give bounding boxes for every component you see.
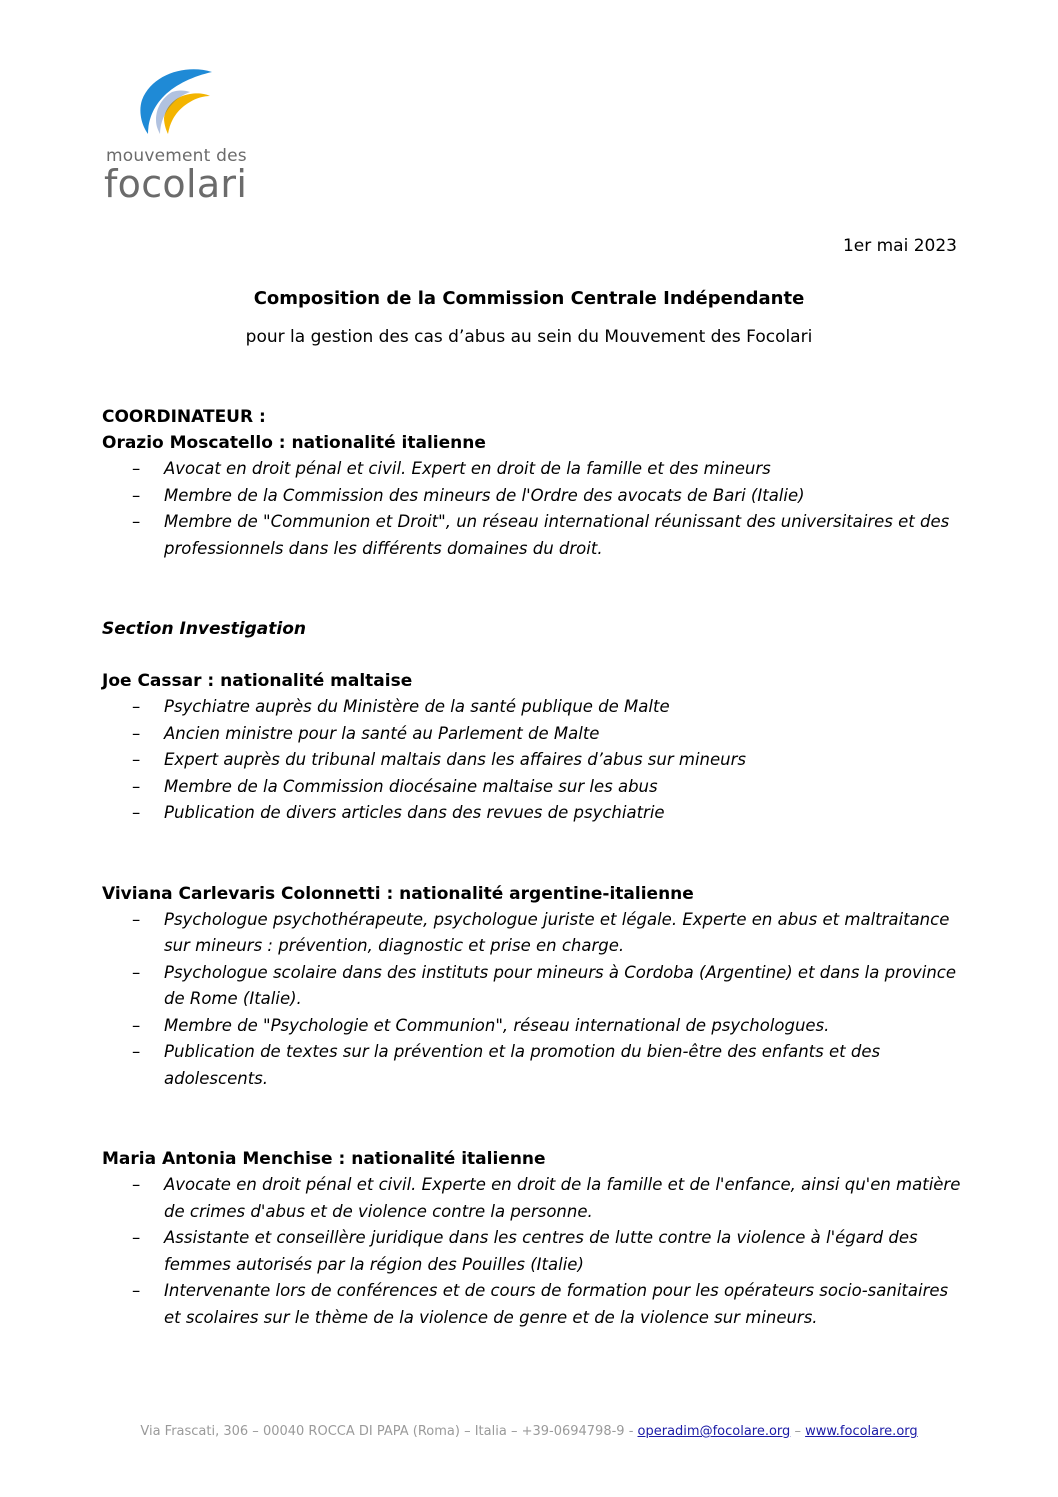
list-item-text: Membre de la Commission des mineurs de l'Ordre des avocats de Bari (Italie) [164, 485, 805, 505]
coordinator-items [102, 456, 962, 562]
dash-bullet: – [132, 512, 141, 531]
list-item-text: Publication de textes sur la prévention et la promotion du bien-être des enfants et des adolescents. [164, 1042, 881, 1088]
focolari-logo [104, 66, 264, 206]
dash-bullet: – [132, 1228, 141, 1247]
dash-bullet: – [132, 1281, 141, 1300]
coordinator-label: COORDINATEUR : [102, 407, 266, 427]
list-item-text: Publication de divers articles dans des revues de psychiatrie [164, 803, 665, 822]
dash-bullet: – [132, 962, 141, 982]
dash-bullet: – [132, 459, 141, 478]
footer-website-link[interactable]: www.focolare.org [805, 1424, 918, 1439]
list-item [102, 800, 962, 827]
list-item [102, 483, 962, 510]
list-item [102, 1172, 962, 1225]
member-name-carlevaris: Viviana Carlevaris Colonnetti : nationalité argentine-italienne [102, 883, 694, 904]
list-item [102, 960, 962, 1013]
dash-bullet: – [132, 1015, 141, 1035]
list-item-text: Psychologue scolaire dans des instituts pour mineurs à Cordoba (Argentine) et dans la province de Rome (Italie). [164, 962, 957, 1008]
list-item-text: Intervenante lors de conférences et de cours de formation pour les opérateurs socio-sanitaires et scolaires sur le thème de la violence de genre et de la violence sur mineurs. [164, 1281, 949, 1327]
member-name-cassar: Joe Cassar : nationalité maltaise [102, 671, 413, 691]
document-date: 1er mai 2023 [842, 236, 957, 256]
list-item-text: Psychologue psychothérapeute, psychologue juriste et légale. Experte en abus et maltraitance sur mineurs : prévention, diagnostic et prise en charge. [164, 909, 950, 955]
list-item-text: Membre de la Commission diocésaine maltaise sur les abus [164, 776, 658, 796]
list-item-text: Assistante et conseillère juridique dans les centres de lutte contre la violence à l'égard des femmes autorisés par la région des Pouilles (Italie) [164, 1228, 918, 1274]
footer-address: Via Frascati, 306 – 00040 ROCCA DI PAPA (Roma) – Italia – +39-0694798-9 - [140, 1424, 634, 1439]
list-item-text: Avocate en droit pénal et civil. Experte en droit de la famille et de l'enfance, ainsi qu'en matière de crimes d'abus et de violence contre la personne. [164, 1175, 961, 1221]
list-item [102, 1013, 962, 1040]
dash-bullet: – [132, 750, 141, 769]
list-item-text: Expert auprès du tribunal maltais dans les affaires d’abus sur mineurs [164, 750, 746, 769]
list-item [102, 509, 962, 562]
dash-bullet: – [132, 485, 141, 505]
dash-bullet: – [132, 909, 141, 929]
list-item [102, 1039, 962, 1092]
list-item-text: Ancien ministre pour la santé au Parlement de Malte [164, 723, 600, 743]
document-title: Composition de la Commission Centrale Indépendante [253, 288, 805, 309]
list-item [102, 694, 962, 721]
dash-bullet: – [132, 1042, 141, 1061]
list-item [102, 1225, 962, 1278]
footer-separator: – [794, 1424, 801, 1439]
list-item [102, 774, 962, 801]
section-investigation-label: Section Investigation [102, 619, 306, 639]
list-item-text: Membre de "Psychologie et Communion", réseau international de psychologues. [164, 1015, 830, 1035]
coordinator-name: Orazio Moscatello : nationalité italienne [102, 433, 486, 453]
list-item [102, 721, 962, 748]
list-item [102, 1278, 962, 1331]
dash-bullet: – [132, 697, 141, 716]
list-item [102, 747, 962, 774]
member-items-carlevaris [102, 907, 962, 1093]
dash-bullet: – [132, 1175, 141, 1194]
logo-text-large: focolari [104, 162, 248, 206]
list-item-text: Avocat en droit pénal et civil. Expert en droit de la famille et des mineurs [164, 459, 771, 478]
member-name-menchise: Maria Antonia Menchise : nationalité italienne [102, 1149, 546, 1169]
focolari-logo-mark [134, 66, 214, 136]
member-items-cassar [102, 694, 962, 827]
list-item [102, 456, 962, 483]
dash-bullet: – [132, 723, 141, 743]
dash-bullet: – [132, 776, 141, 796]
footer-email-link[interactable]: operadim@focolare.org [637, 1424, 791, 1439]
document-subtitle: pour la gestion des cas d’abus au sein du Mouvement des Focolari [245, 327, 813, 347]
document-body [102, 404, 962, 1331]
logo-text-small: mouvement des [106, 146, 247, 166]
list-item [102, 907, 962, 960]
page-footer [0, 1424, 1058, 1439]
member-items-menchise [102, 1172, 962, 1331]
list-item-text: Psychiatre auprès du Ministère de la santé publique de Malte [164, 697, 670, 716]
dash-bullet: – [132, 803, 141, 822]
list-item-text: Membre de "Communion et Droit", un réseau international réunissant des universitaires et des professionnels dans les différents domaines du droit. [164, 512, 950, 558]
